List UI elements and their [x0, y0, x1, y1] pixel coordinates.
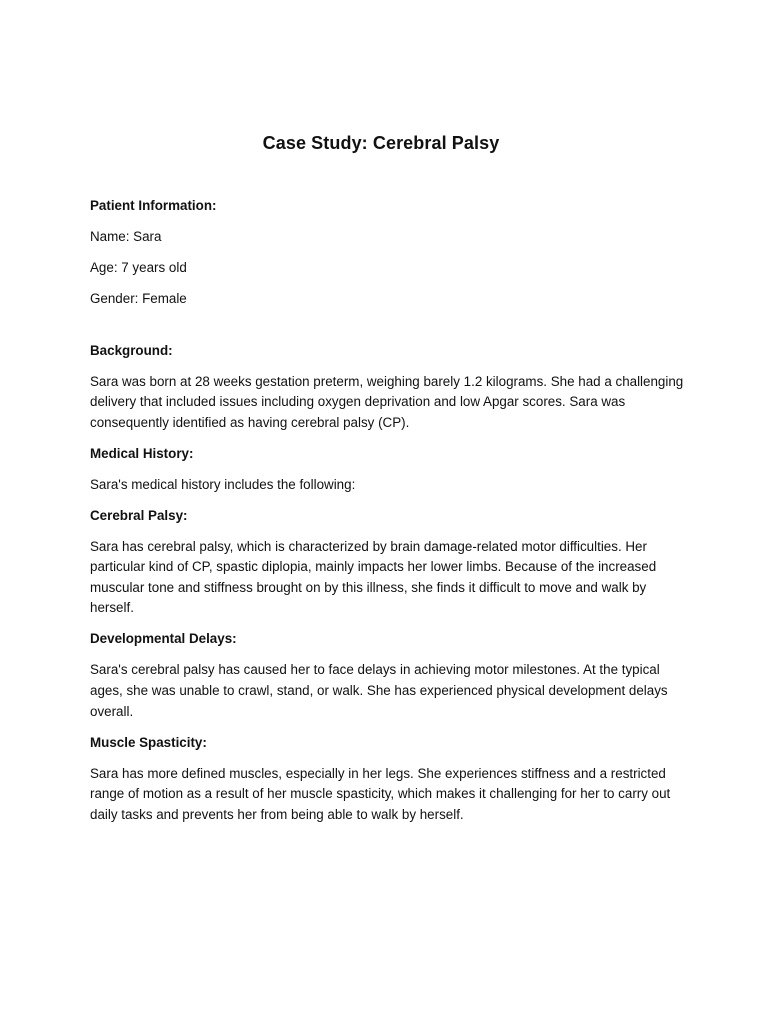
cerebral-palsy-heading: Cerebral Palsy:: [90, 507, 188, 523]
patient-name: Name: Sara: [90, 228, 162, 244]
muscle-spasticity-heading: Muscle Spasticity:: [90, 734, 207, 750]
background-paragraph: Sara was born at 28 weeks gestation preterm, weighing barely 1.2 kilograms. She had a challenging delivery that included issues including oxygen deprivation and low Apgar scores. Sara was consequently identified as having cerebral palsy (CP).: [90, 373, 684, 430]
developmental-delays-paragraph: Sara's cerebral palsy has caused her to face delays in achieving motor milestones. At the typical ages, she was unable to crawl, stand, or walk. She has experienced physical development delays overall.: [90, 662, 668, 719]
medical-history-paragraph: Sara's medical history includes the following:: [90, 476, 356, 492]
patient-info-heading: Patient Information:: [90, 198, 217, 213]
patient-gender: Gender: Female: [90, 290, 187, 306]
muscle-spasticity-paragraph: Sara has more defined muscles, especially in her legs. She experiences stiffness and a restricted range of motion as a result of her muscle spasticity, which makes it challenging for her to carry out daily tasks and prevents her from being able to walk by herself.: [90, 765, 671, 822]
background-heading: Background:: [90, 342, 173, 358]
developmental-delays-heading: Developmental Delays:: [90, 631, 237, 647]
document-body: [90, 196, 690, 825]
document-title: Case Study: Cerebral Palsy: [262, 133, 500, 153]
cerebral-palsy-paragraph: Sara has cerebral palsy, which is characterized by brain damage-related motor difficulties. Her particular kind of CP, spastic diplopia, mainly impacts her lower limbs. Because of the increased muscular tone and stiffness brought on by this illness, she finds it difficult to move and walk by herself.: [90, 538, 657, 616]
medical-history-heading: Medical History:: [90, 445, 194, 461]
patient-age: Age: 7 years old: [90, 259, 187, 275]
